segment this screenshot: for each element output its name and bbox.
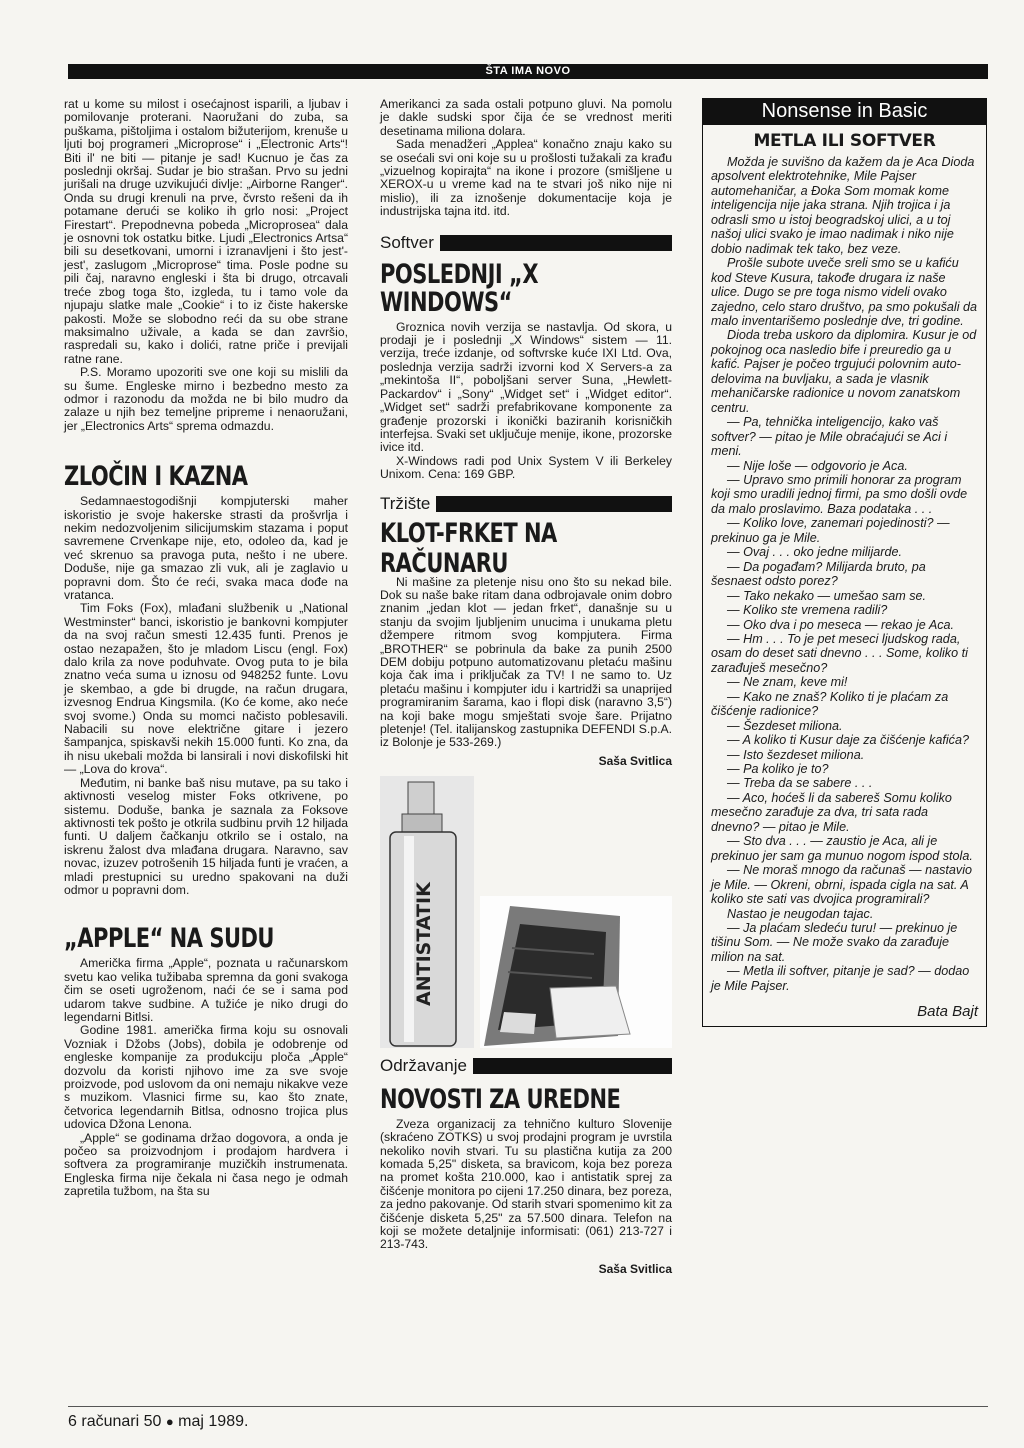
story-paragraph: Možda je suvišno da kažem da je Aca Dioda apsolvent elektrotehnike, Mile Pajser automehaničar, a Đoka Som momak kome inteligencija nije jaka strana. Njih trojica i ja odrasli smo u istoj beogradskoj ulici, a u toj našoj ulici svako je imao nadimak i niko nije dobio nadimak tek tako, bez veze. [711, 155, 975, 256]
story-paragraph: — Ne znam, keve mi! [727, 675, 848, 690]
story-paragraph: — Tako nekako — umešao sam se. [727, 588, 927, 603]
section-label-bar [440, 235, 672, 251]
story-paragraph: — Ja plaćam sledeću turu! — prekinuo je tišinu Som. — Ne može svako da zarađuje milion na sat. [711, 921, 958, 964]
story-paragraph: — Kako ne znaš? Koliko ti je plaćam za čišćenje radionice? [711, 689, 949, 719]
section-label-softver [380, 233, 672, 253]
story-signature: Bata Bajt [917, 1003, 978, 1021]
issue-date: maj 1989. [178, 1413, 249, 1430]
page-number: 6 [68, 1413, 77, 1430]
bullet-icon: ● [165, 1414, 174, 1429]
story-paragraph: — Pa, tehnička inteligencijo, kako vaš softver? — pitao je Mile obraćajući se Aci i meni. [711, 415, 948, 459]
story-paragraph: — Ne moraš mnogo da računaš — nastavio je Mile. — Okreni, obrni, ispada cigla na sat. A koliko ste sati vas dvojica programirali? [711, 863, 972, 907]
zlocin-paragraph-2: Tim Foks (Fox), mlađani službenik u „National Westminster“ banci, iskoristio je bankovni kompjuter da na svoj račun smesti 12.435 funti. Prenos je ostao nezapažen, što je mladom Liscu (engl. Fox) dalo krila za nove poduhvate. Ovog puta to je bila znatno veća suma u iznosu od 948252 funte. Lovu je skembao, a gde bi drugde, na račun drugara, izvesnog Endrua Kingsmila. (Ko će kome, ako neće svoj svome.) Onda su momci načisto poblesavili. Nabacili su nove električne gitare i jezero šampanjca, spiskavši nekih 15.000 funti. Ko zna, da ih nisu ukebali možda bi lansirali i novi diskofilski hit — „Lova do krova“. [64, 601, 348, 777]
author-signature: Saša Svitlica [598, 1261, 672, 1276]
story-paragraph: — Upravo smo primili honorar za program koji smo uradili jednoj firmi, pa smo došli ovde da malo proslavimo. Baza podataka . . . [711, 472, 968, 516]
product-photo [380, 776, 672, 1048]
apple-continued-2: Sada menadžeri „Applea“ konačno znaju kako su se osećali svi oni koje su u prošlosti tužakali za krađu „vizuelnog kopirajta“ na ikone i prozore (smišljene u XEROX-u u vreme kad na te stvari još niko nije ni mislio), ili za iznošenje dokumentacije koja je industrijska tajna itd. itd. [380, 137, 672, 219]
story-paragraph: — Sto dva . . . — zaustio je Aca, ali je prekinuo jer sam ga munuo nogom ispod stola. [711, 834, 973, 863]
story-paragraph: — Aco, hoćeš li da sabereš Somu koliko mesečno zarađuje za dva, tri sata rada dnevno? — pitao je Mile. [711, 790, 952, 834]
story-paragraph: — Ovaj . . . oko jedne milijarde. [727, 545, 902, 560]
column-left [64, 98, 348, 1199]
magazine-issue: računari 50 [81, 1413, 162, 1430]
footer-rule [68, 1406, 988, 1407]
zlocin-paragraph-1: Sedamnaestogodišnji kompjuterski maher iskoristio je svoje hakerske strasti da prošvrlja i nekim nedozvoljenim silicijumskim stazama i poput savremene Crvenkape nije, eto, odoleo da, kad je već skrenuo sa pravoga puta, nešto i ne ubere. Doduše, nije ga smazao zli vuk, ali je zaglavio u popravni dom. Što će reći, svaka maca dođe na vratanca. [64, 494, 348, 602]
story-paragraph: — Koliko ste vremena radili? [727, 603, 888, 618]
story-paragraph: Prošle subote uveče sreli smo se u kafiću kod Steve Kusura, takođe drugara iz naše ulice. Dugo se pre toga nismo videli ovako zajedno, celo staro društvo, pa smo pokušali da malo inventarišemo poslednje dve, tri godine. [711, 256, 978, 328]
section-label-text: Održavanje [380, 1055, 467, 1075]
klot-paragraph-1: Ni mašine za pletenje nisu ono što su nekad bile. Dok su naše bake ritam dana odbrojavale onim dobro znanim „jedan klot — jedan frket“, današnje su u stanju da svojim ljubljenim unucima i unukama pletu džempere ritmom svog kompjutera. Firma „BROTHER“ se pobrinula da bake za punih 2500 DEM dobiju potpuno automatizovanu pletaću mašinu koja čak ima i priključak za TV! I ne samo to. Uz pletaću mašinu i kompjuter idu i kartridži sa unaprijed programiranim šarama, kao i flopi disk (naravno 3,5“) na koji bake mogu smještati svoje šare. Prijatno pletenje! (Tel. italijanskog zastupnika DEFENDI S.p.A. iz Bolonje je 533-269.) [380, 574, 672, 750]
story-paragraph: — Hm . . . To je pet meseci ljudskog rada, osam do deset sati dnevno . . . Some, koliko ti zarađuješ mesečno? [711, 631, 968, 675]
article-title-x-windows-line2: WINDOWS“ [380, 286, 512, 317]
story-paragraph: Dioda treba uskoro da diplomira. Kusur je od pokojnog oca nasledio bife i preuredio ga u kafić. Pajser je počeo trgujući polovnim auto-delovima na buvljaku, a sada je vlasnik mehaničarske radionice u novom zanatskom centru. [711, 328, 977, 415]
zlocin-paragraph-3: Međutim, ni banke baš nisu mutave, pa su tako i aktivnosti veselog mister Foks otkrivene, po sistemu. Doduše, banka je saznala za Foksove aktivnosti tek pošto je otkrila sudbinu prvih 12 hiljada funti. U daljem čačkanju otkrilo se i ostalo, na iskrenu žalost dva mlađana drugara. Naravno, sav novac, izuzev potrošenih 15 hiljada funti je vraćen, a mladi prestupnici su uredno spakovani na duži odmor u popravni dom. [64, 775, 348, 897]
section-label-text: Tržište [380, 493, 431, 513]
section-label-text: Softver [380, 232, 434, 252]
intro-paragraph: rat u kome su milost i osećajnost isparili, a ljubav i pomilovanje proterani. Naoružani do zuba, sa puškama, pištoljima i ostalom bižuterijom, krenuše u ljuti boj programeri „Microprose“ i „Electronic Arts“! Biti il' ne biti — pitanje je sad! Kucnuo je čas za poslednji okršaj. Sudar je bio strašan. Prvo su jedni jurišali na druge uzvikujući divlje: „Airborne Ranger“. Onda su drugi krenuli na prve, čvrsto rešeni da ih potamane derući se koliko ih grlo nosi: „Project Firestart“. Prepodnevna pobeda „Microprosea“ dala je osnovni tok ostatku bitke. Ljudi „Electronics Artsa“ bili su desetkovani, umorni i izranavljeni i što jest'-jest', zaslugom „Microprose“ tima. Posle podne su pili čaj, naravno engleski i šta bi drugo, otrcavali treće zbog toga što, izgleda, tu i tamo vole da njupaju slatke male „Cookie“ i to iz čiste hakerske pakosti. Može se slobodno reći da su obe strane maksimalno uživale, a kada se dan završio, raspredali su, kako i dolići, ratne priče i previjali ratne rane. [64, 97, 348, 366]
section-label-odrzavanje [380, 1056, 672, 1076]
bottle-label: ANTISTATIK [413, 882, 435, 1006]
apple-paragraph-3: „Apple“ se godinama držao dogovora, a onda je počeo sa proizvodnjom i prodajom hardvera i softvera za programiranje muzičkih instrumenata. Engleska firma nije čekala ni časa nego je odmah zapretila tužbom, na šta su [64, 1130, 348, 1199]
story-paragraph: — Šezdeset miliona. [727, 718, 843, 733]
antistatik-spray-photo [380, 776, 672, 1048]
story-paragraph: Nastao je neugodan tajac. [727, 906, 874, 921]
section-header-bar [68, 64, 988, 79]
story-paragraph: — Koliko love, zanemari pojedinosti? — prekinuo ga je Mile. [711, 516, 950, 545]
box-title-bar: Nonsense in Basic [702, 98, 987, 124]
story-paragraph: — Treba da se sabere . . . [727, 776, 873, 791]
column-middle [380, 98, 672, 1276]
story-paragraph: — Pa koliko je to? [727, 762, 829, 777]
section-title: ŠTA IMA NOVO [485, 65, 571, 77]
story-body [711, 155, 978, 993]
column-right [702, 98, 987, 1027]
apple-continued-1: Amerikanci za sada ostali potpuno gluvi. Na pomolu je dakle sudski spor čija će se vrednost meriti desetinama miliona dolara. [380, 97, 672, 138]
story-title: METLA ILI SOFTVER [753, 131, 936, 151]
story-paragraph: — Da pogađam? Milijarda bruto, pa šesnaest odsto porez? [711, 559, 926, 589]
nonsense-in-basic-box [702, 124, 987, 1027]
article-title-novosti: NOVOSTI ZA UREDNE [380, 1083, 621, 1114]
author-signature: Saša Svitlica [598, 753, 672, 768]
section-label-trziste [380, 494, 672, 514]
story-paragraph: — A koliko ti Kusur daje za čišćenje kafića? [727, 733, 969, 748]
ps-paragraph: P.S. Moramo upozoriti sve one koji su mislili da su šume. Engleske mirno i bezbedno mesto za odmor i razonodu da možda ne bi bilo mudro da zalaze u njih bez temeljne pripreme i nenaoružani, jer „Electronics Arts“ sprema odmazdu. [64, 365, 348, 433]
story-paragraph: — Isto šezdeset miliona. [727, 747, 865, 762]
novosti-paragraph-1: Zveza organizacij za tehnično kulturo Slovenije (skraćeno ZOTKS) u svoj prodajni program je uvrstila nekoliko novih stvari. Tu su plastična kutija za 200 komada 5,25" disketa, sa bravicom, koja bez poreza na promet košta 210.000, kao i antistatik sprej za čišćenje monitora po cijeni 17.250 dinara, bez poreza, za jedno pakovanje. Od starih stvari spomenimo kit za čišćenje disketa 5,25" za 57.500 dinara. Telefon na koji se možete detaljnije informisati: (061) 213-727 i 213-743. [380, 1116, 672, 1252]
page-footer [68, 1412, 248, 1432]
x-windows-paragraph-1: Groznica novih verzija se nastavlja. Od skora, u prodaji je i poslednji „X Windows“ sistem — 11. verzija, treće izdanje, od softvrske kuće IXI Ltd. Ova, poslednja verzija sadrži izvorni kod X Servers-a za „mekintoša II“, pobolјšani server Suna, „Hewlett-Packardov“ i „Sony“ „Widget set“ i „Widget editor“. „Widget set“ sadrži prefabrikovane komponente za građenje prozorski i ikonički baziranih korisničkih interfejsa. Svaki set uključuje menije, ikone, prozorske ivice itd. [380, 319, 672, 455]
story-paragraph: — Oko dva i po meseca — rekao je Aca. [727, 617, 955, 632]
x-windows-paragraph-2: X-Windows radi pod Unix System V ili Berkeley Unixom. Cena: 169 GBP. [380, 453, 672, 482]
section-label-bar [473, 1058, 672, 1074]
section-label-bar [436, 496, 672, 512]
article-title-klot: KLOT-FRKET NA RAČUNARU [380, 517, 557, 578]
article-title-apple: „APPLE“ NA SUDU [64, 923, 274, 954]
article-title-x-windows-line1: POSLEDNJI „X [380, 258, 539, 289]
apple-paragraph-1: Američka firma „Apple“, poznata u računarskom svetu kao velika tužibaba spremna da goni svakoga čim se oseti ugroženom, naći će se i sama pod udarom takve sudbine. A tužiće je niko drugi do legendarni Bitlsi. [64, 956, 348, 1024]
apple-paragraph-2: Godine 1981. američka firma koju su osnovali Vozniak i Džobs (Jobs), dobila je odobrenje od engleske kompanije za produkciju ploča „Apple“ dozvolu da koristi njihovo ime za sve svoje proizvode, pod uslovom da oni nemaju nikakve veze s muzikom. Vlasnici firme su, kao što znate, četvorica legendarnih Bitlsa, odnosno trojica plus udovica Džona Lenona. [64, 1023, 348, 1132]
article-title-zlocin: ZLOČIN I KAZNA [64, 461, 248, 492]
story-paragraph: — Metla ili softver, pitanje je sad? — dodao je Mile Pajser. [711, 964, 970, 993]
story-paragraph: — Nije loše — odgovorio je Aca. [727, 458, 908, 473]
